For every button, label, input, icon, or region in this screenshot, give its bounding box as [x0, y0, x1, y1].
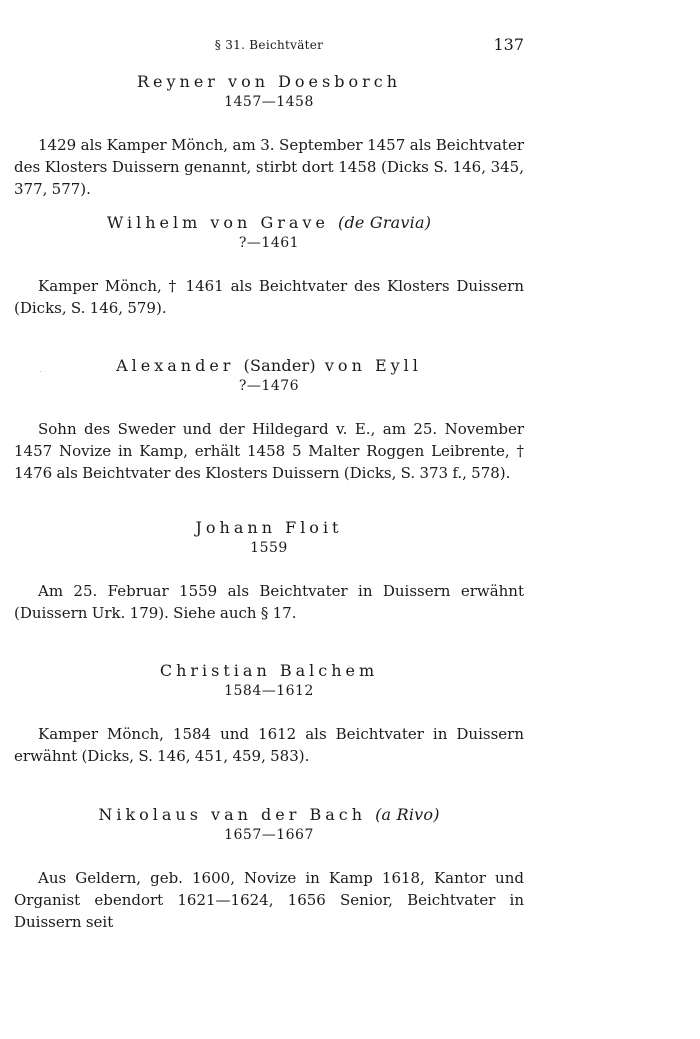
entry-name-text: Johann Floit	[195, 518, 343, 537]
entry-name	[14, 72, 524, 92]
entry-text: Kamper Mönch, † 1461 als Beichtvater des Klosters Duissern (Dicks, S. 146, 579).	[14, 277, 524, 317]
entry-text: Aus Geldern, geb. 1600, Novize in Kamp 1618, Kantor und Organist ebendort 1621—1624, 1656 Senior, Beichtvater in Duissern seit	[14, 869, 524, 931]
entry-text: Sohn des Sweder und der Hildegard v. E., am 25. November 1457 Novize in Kamp, erhält 1458 5 Malter Roggen Leibrente, † 1476 als Beichtvater des Klosters Duissern (Dicks, S. 373 f., 578).	[14, 420, 524, 482]
entry-name-part2: von Eyll	[324, 356, 422, 375]
entry-name-text: Christian Balchem	[159, 661, 379, 680]
entry-name-alias: (Sander)	[243, 356, 316, 375]
entry-johann-floit	[14, 518, 524, 624]
entry-name	[14, 805, 524, 825]
entry-years: 1559	[250, 540, 288, 556]
entry-name	[14, 213, 524, 233]
entry-name	[14, 661, 524, 681]
entry-years: ?—1476	[238, 378, 300, 394]
entry-years: ?—1461	[238, 235, 300, 251]
page-number: 137	[493, 35, 524, 54]
running-head	[14, 35, 524, 58]
entry-wilhelm-von-grave	[14, 213, 524, 319]
entry-years: 1584—1612	[224, 683, 314, 699]
entry-latin-name: (de Gravia)	[338, 213, 432, 232]
entry-name-part1: Alexander	[116, 356, 235, 375]
entry-name	[14, 518, 524, 538]
entry-name	[14, 356, 524, 376]
running-title: § 31. Beichtväter	[214, 38, 324, 52]
entry-latin-name: (a Rivo)	[375, 805, 440, 824]
entry-years: 1657—1667	[224, 827, 314, 843]
entry-name-text: Wilhelm von Grave	[106, 213, 329, 232]
entry-name-text: Nikolaus van der Bach	[98, 805, 367, 824]
entry-name-text: Reyner von Doesborch	[136, 72, 402, 91]
entry-christian-balchem	[14, 661, 524, 767]
entry-years: 1457—1458	[224, 94, 314, 110]
entry-text: 1429 als Kamper Mönch, am 3. September 1457 als Beichtvater des Klosters Duissern genannt, stirbt dort 1458 (Dicks S. 146, 345, 377, 577).	[14, 136, 524, 198]
entry-nikolaus-van-der-bach	[14, 805, 524, 933]
entry-text: Kamper Mönch, 1584 und 1612 als Beichtvater in Duissern erwähnt (Dicks, S. 146, 451, 459, 583).	[14, 725, 524, 765]
entry-text: Am 25. Februar 1559 als Beichtvater in Duissern erwähnt (Duissern Urk. 179). Siehe auch § 17.	[14, 582, 524, 622]
paper-speck	[40, 371, 41, 372]
entry-alexander-von-eyll	[14, 356, 524, 484]
entry-reyner-von-doesborch	[14, 72, 524, 200]
